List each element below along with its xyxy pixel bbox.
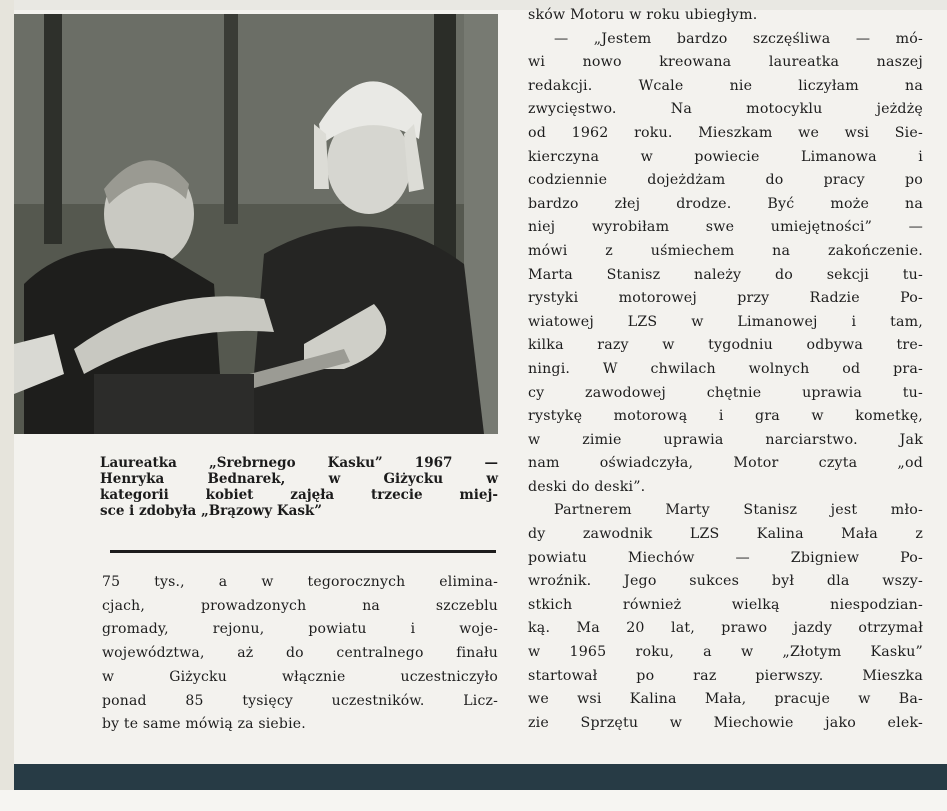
- text-line: kierczyna w powiecie Limanowa i: [528, 148, 923, 165]
- text-line: Marta Stanisz należy do sekcji tu-: [528, 266, 923, 283]
- photo-caption: [100, 455, 498, 519]
- text-line: 75 tys., a w tegorocznych elimina-: [102, 574, 498, 590]
- text-line: kilka razy w tygodniu odbywa tre-: [528, 337, 923, 354]
- text-line: powiatu Miechów — Zbigniew Po-: [528, 549, 923, 566]
- text-line: wiatowej LZS w Limanowej i tam,: [528, 313, 923, 330]
- text-line: w 1965 roku, a w „Złotym Kasku”: [528, 644, 923, 661]
- text-line: ką. Ma 20 lat, prawo jazdy otrzymał: [528, 620, 923, 637]
- footer-color-bar: [14, 764, 947, 790]
- caption-line: Henryka Bednarek, w Giżycku w: [100, 471, 498, 487]
- text-line: rystyki motorowej przy Radzie Po-: [528, 290, 923, 307]
- text-line: codziennie dojeżdżam do pracy po: [528, 172, 923, 189]
- text-line: mówi z uśmiechem na zakończenie.: [528, 242, 923, 259]
- text-line: ponad 85 tysięcy uczestników. Licz-: [102, 692, 498, 709]
- text-line: cjach, prowadzonych na szczeblu: [102, 597, 498, 614]
- text-line: w zimie uprawia narciarstwo. Jak: [528, 431, 923, 448]
- text-line: deski do deski”.: [528, 478, 646, 495]
- caption-line: Laureatka „Srebrnego Kasku” 1967 —: [100, 455, 498, 471]
- left-article-column: [102, 571, 498, 737]
- text-line: wi nowo kreowana laureatka naszej: [528, 54, 923, 71]
- text-line: niej wyrobiłam swe umiejętności” —: [528, 219, 923, 236]
- text-line: zwycięstwo. Na motocyklu jeżdżę: [528, 101, 923, 118]
- text-line: dy zawodnik LZS Kalina Mała z: [528, 526, 923, 543]
- text-line: wroźnik. Jego sukces był dla wszy-: [528, 573, 923, 590]
- text-line: redakcji. Wcale nie liczyłam na: [528, 77, 923, 94]
- text-line: nam oświadczyła, Motor czyta „od: [528, 455, 923, 472]
- page-bottom-margin: [0, 790, 947, 811]
- caption-line: kategorii kobiet zajęła trzecie miej-: [100, 487, 498, 503]
- caption-line: sce i zdobyła „Brązowy Kask”: [100, 503, 323, 519]
- text-line: w Giżycku włącznie uczestniczyło: [102, 668, 498, 685]
- text-line: Partnerem Marty Stanisz jest mło-: [554, 502, 923, 519]
- text-line: by te same mówią za siebie.: [102, 716, 306, 733]
- text-line: zie Sprzętu w Miechowie jako elek-: [528, 714, 923, 731]
- right-article-column: [528, 4, 923, 735]
- text-line: stkich również wielką niespodzian-: [528, 596, 923, 613]
- text-line: gromady, rejonu, powiatu i woje-: [102, 621, 498, 638]
- page-left-margin: [0, 0, 14, 811]
- text-line: startował po raz pierwszy. Mieszka: [528, 667, 923, 684]
- text-line: ningi. W chwilach wolnych od pra-: [528, 360, 923, 377]
- text-line: we wsi Kalina Mała, pracuje w Ba-: [528, 691, 923, 708]
- photo-illustration: [14, 14, 498, 434]
- text-line: województwa, aż do centralnego finału: [102, 645, 498, 662]
- article-photo: [14, 14, 498, 434]
- text-line: — „Jestem bardzo szczęśliwa — mó-: [554, 30, 923, 47]
- text-line: bardzo złej drodze. Być może na: [528, 195, 923, 212]
- caption-divider: [110, 550, 496, 553]
- text-line: od 1962 roku. Mieszkam we wsi Sie-: [528, 124, 923, 141]
- text-line: cy zawodowej chętnie uprawia tu-: [528, 384, 923, 401]
- text-line: rystykę motorową i gra w kometkę,: [528, 408, 923, 425]
- text-line: sków Motoru w roku ubiegłym.: [528, 7, 758, 23]
